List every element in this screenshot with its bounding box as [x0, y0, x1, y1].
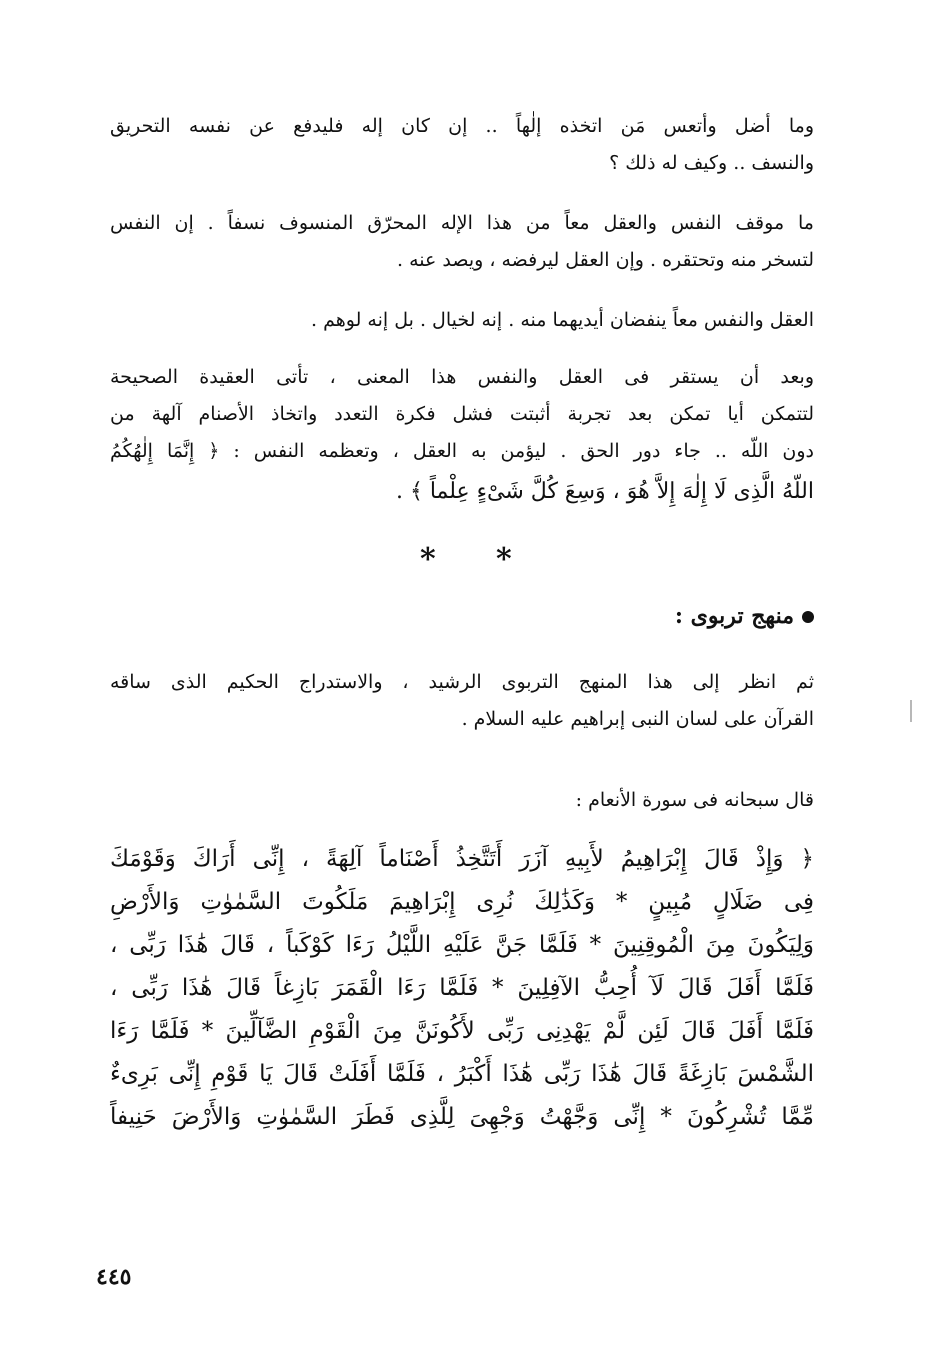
scan-artifact [910, 700, 912, 722]
bullet-icon [802, 611, 814, 623]
verse-line: الشَّمْسَ بَازِغَةً قَالَ هَٰذَا رَبِّى هَٰذَا أَكْبَرُ ، فَلَمَّا أَفَلَتْ قَالَ يَا قَوْمِ إِنِّى بَرِىءٌ [110, 1061, 814, 1087]
paragraph-4 [110, 359, 814, 514]
section-paragraph-2 [110, 782, 814, 819]
text-line: دون اللّه .. جاء دور الحق . ليؤمن به العقل ، وتعظمه النفس : ﴿ إِنَّمَا إِلٰهُكُمُ [110, 440, 814, 462]
text-column [110, 0, 814, 1363]
verse-line: ﴿ وَإِذْ قَالَ إِبْرَاهِيمُ لأَبِيهِ آزَرَ أَتَتَّخِذُ أَصْنَاماً آلِهَةً ، إِنِّى أَرَاكَ وَقَوْمَكَ [110, 846, 814, 872]
paragraph-3 [110, 302, 814, 339]
quran-verse-block [110, 838, 814, 1139]
text-line: وما أضل وأتعس مَن اتخذه إلٰهاً .. إن كان إله فليدفع عن نفسه التحريق [110, 115, 814, 137]
text-line: العقل والنفس معاً ينفضان أيديهما منه . إنه لخيال . بل إنه لوهم . [311, 309, 814, 331]
verse-line: فَلَمَّا أَفَلَ قَالَ لَآ أُحِبُّ الآفِلِينَ * فَلَمَّا رَءَا الْقَمَرَ بَازِغاً قَالَ هَٰذَا رَبِّى ، [110, 975, 814, 1001]
text-line: لتتمكن أيا تمكن بعد تجربة أثبتت فشل فكرة التعدد واتخاذ الأصنام آلهة من [110, 403, 814, 425]
paragraph-2 [110, 205, 814, 279]
text-line: ثم انظر إلى هذا المنهج التربوى الرشيد ، والاستدراج الحكيم الذى ساقه [110, 671, 814, 693]
quran-quote-line: اللّهُ الَّذِى لَا إِلٰهَ إِلاَّ هُوَ ، وَسِعَ كُلَّ شَىْءٍ عِلْماً ﴾ . [395, 479, 814, 504]
verse-line: وَلِيَكُونَ مِنَ الْمُوقِنِينَ * فَلَمَّا جَنَّ عَلَيْهِ اللَّيْلُ رَءَا كَوْكَباً ، قَالَ هَٰذَا رَبِّى ، [110, 932, 814, 958]
section-heading [675, 596, 814, 636]
text-line: القرآن على لسان النبى إبراهيم عليه السلام . [461, 708, 814, 730]
text-line: قال سبحانه فى سورة الأنعام : [575, 789, 814, 811]
section-paragraph-1 [110, 664, 814, 738]
verse-line: مِّمَّا تُشْرِكُونَ * إِنِّى وَجَّهْتُ وَجْهِىَ لِلَّذِى فَطَرَ السَّمٰوٰتِ وَالأَرْضَ حَنِيفاً [110, 1104, 814, 1130]
section-heading-text: منهج تربوى : [674, 603, 794, 629]
text-line: وبعد أن يستقر فى العقل والنفس هذا المعنى ، تأتى العقيدة الصحيحة [110, 366, 814, 388]
verse-line: فَلَمَّا أَفَلَ قَالَ لَئِن لَّمْ يَهْدِنِى رَبِّى لأَكُونَنَّ مِنَ الْقَوْمِ الضَّآلِّينَ * فَلَمَّا رَءَا [110, 1018, 814, 1044]
section-separator [0, 540, 926, 580]
text-line: لتسخر منه وتحتقره . وإن العقل ليرفضه ، ويصد عنه . [397, 249, 814, 271]
page-number: ٤٤٥ [96, 1264, 132, 1290]
text-line: والنسف .. وكيف له ذلك ؟ [609, 152, 814, 174]
separator-star: * [496, 542, 512, 577]
text-line: ما موقف النفس والعقل معاً من هذا الإله المحرّق المنسوف نسفاً . إن النفس [110, 212, 814, 234]
paragraph-1 [110, 108, 814, 182]
verse-line: فِى ضَلَالٍ مُبِينٍ * وَكَذَٰلِكَ نُرِى إِبْرَاهِيمَ مَلَكُوتَ السَّمٰوٰتِ وَالأَرْضِ [110, 889, 814, 915]
separator-star: * [420, 542, 436, 577]
